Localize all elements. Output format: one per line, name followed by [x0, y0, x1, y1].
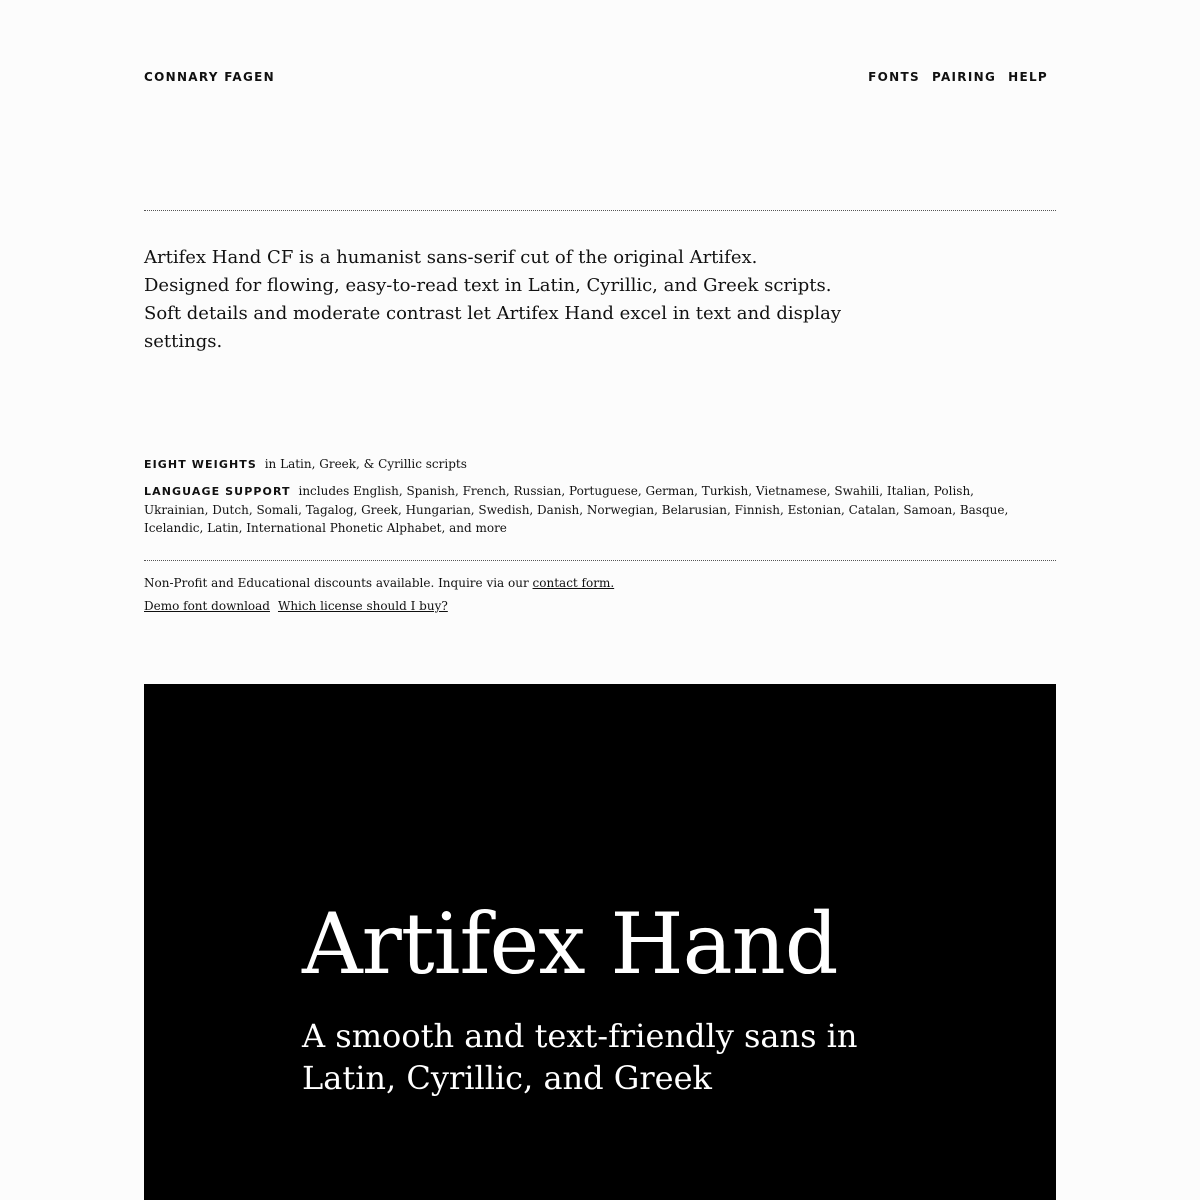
weights-info	[144, 455, 1024, 474]
nav-pairing[interactable]: PAIRING	[931, 70, 997, 84]
divider-top	[144, 210, 1056, 211]
discount-text: Non-Profit and Educational discounts available. Inquire via our	[144, 576, 529, 590]
language-support-label: LANGUAGE SUPPORT	[144, 485, 291, 498]
language-support-info	[144, 482, 1024, 537]
hero-banner	[144, 684, 1056, 1200]
brand-logo-link[interactable]: CONNARY FAGEN	[144, 70, 275, 84]
nav-help[interactable]: HELP	[1008, 70, 1048, 84]
weights-label: EIGHT WEIGHTS	[144, 458, 257, 471]
discount-note	[144, 574, 614, 592]
contact-form-link[interactable]: contact form.	[532, 576, 615, 590]
hero-title: Artifex Hand	[302, 895, 838, 993]
divider-bottom	[144, 560, 1056, 561]
nav-fonts[interactable]: FONTS	[868, 70, 920, 84]
site-header	[144, 70, 1048, 88]
language-support-text: includes English, Spanish, French, Russian, Portuguese, German, Turkish, Vietnamese, Swahili, Italian, Polish, Ukrainian, Dutch, Somali, Tagalog, Greek, Hungarian, Swedish, Danish, Norwegian, Belarusian, Finnish, Estonian, Catalan, Samoan, Basque, Icelandic, Latin, International Phonetic Alphabet, and more	[144, 484, 1009, 535]
demo-download-link[interactable]: Demo font download	[144, 599, 270, 613]
weights-text: in Latin, Greek, & Cyrillic scripts	[264, 457, 467, 471]
main-nav	[868, 70, 1048, 84]
license-links	[144, 597, 448, 615]
hero-subtitle: A smooth and text-friendly sans in Latin, Cyrillic, and Greek	[302, 1017, 858, 1097]
intro-paragraph: Artifex Hand CF is a humanist sans-serif cut of the original Artifex. Designed for flowing, easy-to-read text in Latin, Cyrillic, and Greek scripts. Soft details and moderate contrast let Artifex Hand excel in text and display settings.	[144, 247, 842, 352]
which-license-link[interactable]: Which license should I buy?	[277, 599, 448, 613]
